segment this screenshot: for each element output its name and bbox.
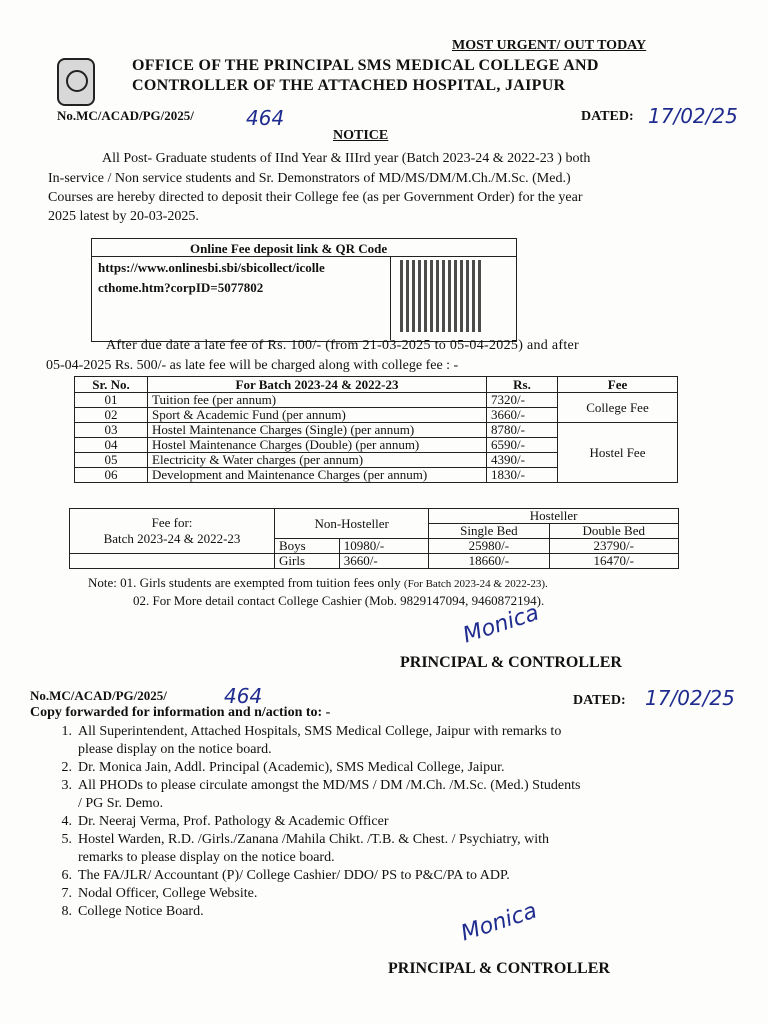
- summary-single-bed: Single Bed: [429, 524, 549, 539]
- late-fee-line1: After due date a late fee of Rs. 100/- (from 21-03-2025 to 05-04-2025) and after: [106, 338, 580, 353]
- summary-batch: Batch 2023-24 & 2022-23: [103, 531, 241, 546]
- col-sr-no: Sr. No.: [75, 377, 148, 393]
- copy-reference-number: No.MC/ACAD/PG/2025/: [30, 688, 167, 703]
- summary-hosteller: Hosteller: [429, 509, 679, 524]
- list-item: 2. Dr. Monica Jain, Addl. Principal (Academic), SMS Medical College, Jaipur.: [61, 760, 505, 775]
- notice-paragraph-line2: In-service / Non service students and Sr. Demonstrators of MD/MS/DM/M.Ch./M.Sc. (Med.): [48, 171, 571, 186]
- notice-title: NOTICE: [333, 128, 389, 143]
- col-description: For Batch 2023-24 & 2022-23: [148, 377, 487, 393]
- signature-scrawl-2: Monica: [458, 898, 541, 947]
- fee-summary-table: [69, 508, 679, 569]
- notice-paragraph-line4: 2025 latest by 20-03-2025.: [48, 209, 199, 224]
- list-item: 3. All PHODs to please circulate amongst the MD/MS / DM /M.Ch. /M.Sc. (Med.) Students / PG Sr. Demo.: [61, 778, 581, 811]
- signature-scrawl: Monica: [460, 600, 543, 649]
- summary-fee-for: Fee for:: [151, 515, 193, 530]
- note-line2: 02. For More detail contact College Cashier (Mob. 9829147094, 9460872194).: [133, 593, 545, 608]
- summary-non-hosteller: Non-Hosteller: [275, 509, 429, 539]
- table-row: 06 Development and Maintenance Charges (per annum) 1830/-: [75, 468, 678, 483]
- table-row: Girls 3660/- 18660/- 16470/-: [70, 554, 679, 569]
- table-row: 03 Hostel Maintenance Charges (Single) (per annum) 8780/- Hostel Fee: [75, 423, 678, 438]
- copy-date-handwritten: 17/02/25: [645, 686, 735, 710]
- college-emblem-icon: [57, 58, 95, 106]
- late-fee-line2: 05-04-2025 Rs. 500/- as late fee will be charged along with college fee : -: [46, 358, 459, 373]
- urgency-label: MOST URGENT/ OUT TODAY: [452, 38, 647, 53]
- link-box-heading: Online Fee deposit link & QR Code: [190, 241, 388, 256]
- list-item: 8. College Notice Board.: [61, 904, 204, 919]
- list-item: 7. Nodal Officer, College Website.: [61, 886, 258, 901]
- fee-deposit-url-line1[interactable]: https://www.onlinesbi.sbi/sbicollect/icolle: [98, 260, 325, 275]
- copy-dated-label: DATED:: [573, 693, 626, 708]
- table-row: 01 Tuition fee (per annum) 7320/- College Fee: [75, 393, 678, 408]
- list-item: 1. All Superintendent, Attached Hospitals, SMS Medical College, Jaipur with remarks to please display on the notice board.: [61, 724, 562, 757]
- list-item: 5. Hostel Warden, R.D. /Girls./Zanana /Mahila Chikt. /T.B. & Chest. / Psychiatry, with remarks to please display on the notice board.: [61, 832, 550, 865]
- reference-handwritten: 464: [246, 106, 285, 130]
- table-row: Boys 10980/- 25980/- 23790/-: [70, 539, 679, 554]
- table-row: 04 Hostel Maintenance Charges (Double) (per annum) 6590/-: [75, 438, 678, 453]
- col-rs: Rs.: [487, 377, 558, 393]
- fee-breakup-table: [74, 376, 678, 483]
- reference-number: No.MC/ACAD/PG/2025/: [57, 108, 194, 123]
- signature-title-2: PRINCIPAL & CONTROLLER: [388, 960, 610, 977]
- list-item: 6. The FA/JLR/ Accountant (P)/ College Cashier/ DDO/ PS to P&C/PA to ADP.: [61, 868, 510, 883]
- notice-paragraph-line1: All Post- Graduate students of IInd Year & IIIrd year (Batch 2023-24 & 2022-23 ) both: [102, 151, 591, 166]
- group-hostel-fee: Hostel Fee: [558, 423, 678, 483]
- notice-paragraph-line3: Courses are hereby directed to deposit their College fee (as per Government Order) for the year: [48, 190, 583, 205]
- office-title-line2: CONTROLLER OF THE ATTACHED HOSPITAL, JAIPUR: [132, 77, 566, 94]
- date-handwritten: 17/02/25: [648, 104, 738, 128]
- copy-list: [30, 723, 690, 921]
- summary-double-bed: Double Bed: [549, 524, 678, 539]
- table-row: 02 Sport & Academic Fund (per annum) 3660/-: [75, 408, 678, 423]
- col-fee: Fee: [558, 377, 678, 393]
- copy-heading: Copy forwarded for information and n/action to: -: [30, 705, 331, 720]
- note-line1: Note: 01. Girls students are exempted from tuition fees only (For Batch 2023-24 & 2022-23).: [88, 575, 548, 590]
- table-row: 05 Electricity & Water charges (per annum) 4390/-: [75, 453, 678, 468]
- qr-code-icon[interactable]: [400, 260, 484, 332]
- office-title-line1: OFFICE OF THE PRINCIPAL SMS MEDICAL COLLEGE AND: [132, 57, 599, 74]
- copy-reference-handwritten: 464: [224, 684, 263, 708]
- group-college-fee: College Fee: [558, 393, 678, 423]
- signature-title: PRINCIPAL & CONTROLLER: [400, 654, 622, 671]
- fee-deposit-url-line2[interactable]: cthome.htm?corpID=5077802: [98, 280, 264, 295]
- list-item: 4. Dr. Neeraj Verma, Prof. Pathology & Academic Officer: [61, 814, 389, 829]
- dated-label: DATED:: [581, 109, 634, 124]
